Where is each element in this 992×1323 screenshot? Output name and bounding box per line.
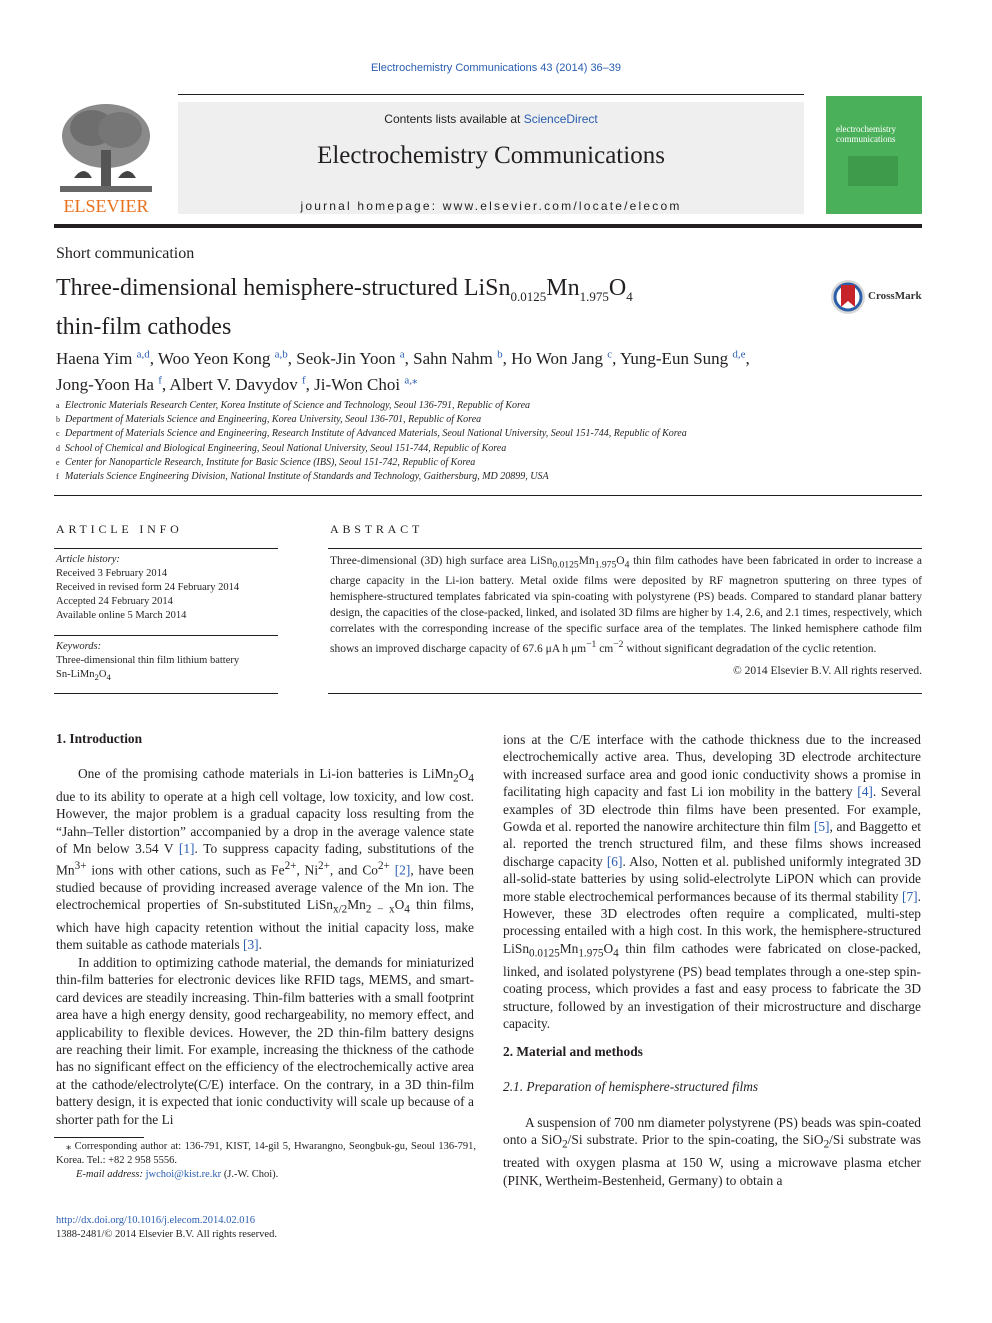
author: Ho Won Jang $^c$,: [511, 348, 620, 368]
abstract-rule: [328, 548, 922, 549]
journal-homepage-link[interactable]: journal homepage: www.elsevier.com/locate/elecom: [300, 199, 682, 213]
article-history: [56, 553, 278, 623]
contents-line: [178, 112, 804, 126]
contents-prefix: Contents lists available at: [384, 112, 524, 126]
affiliation: d School of Chemical and Biological Engineering, Seoul National University, Seoul 151-744, Republic of Korea: [56, 442, 507, 454]
affiliation: f Materials Science Engineering Division, National Institute of Standards and Technology, Gaithersburg, MD 20899, USA: [56, 471, 549, 483]
title-subscript: 4: [626, 288, 633, 304]
received-date: Received 3 February 2014: [56, 568, 168, 579]
section-heading-introduction: 1. Introduction: [56, 731, 143, 746]
paragraph: One of the promising cathode materials in Li-ion batteries is $LiMn_2O_4$ due to its ability to operate at a high cell voltage, low toxicity, and low cost. However, the major problem is a gradual capacity loss resulting from the “Jahn–Teller distortion” accompanied by a drop in the average valence state of Mn below 3.54 V [1]. To suppress capacity fading, substitutions of the $Mn^{3+}$ ions with other cations, such as $Fe^{2+}$, $Ni^{2+}$, and $Co^{2+}$ [2], have been studied because of providing increased average valence of the Mn ion. The electrochemical properties of Sn-substituted $LiSn_{x/2}Mn_{2 - x}O_4$ thin films, which have high capacity retention without the initial capacity loss, make them suitable as cathode materials [3].: [56, 766, 475, 953]
crossmark-icon: [830, 279, 866, 315]
elsevier-wordmark: ELSEVIER: [63, 196, 149, 216]
citation-link[interactable]: [7]: [902, 888, 918, 904]
journal-reference[interactable]: Electrochemistry Communications 43 (2014) 36–39: [370, 62, 622, 74]
article-type: Short communication: [56, 245, 195, 262]
info-rule: [54, 693, 278, 694]
email-link[interactable]: jwchoi@kist.re.kr: [145, 1169, 222, 1180]
cover-panel: [848, 156, 898, 186]
title-text: O: [608, 275, 627, 301]
affiliation: c Department of Materials Science and Engineering, Research Institute of Advanced Materials, Seoul National University, Seoul 151-744, Republic of Korea: [56, 428, 687, 440]
journal-title: Electrochemistry Communications: [317, 142, 665, 169]
keywords: [56, 640, 278, 684]
paragraph: A suspension of 700 nm diameter polystyrene (PS) beads was spin-coated onto a SiO$_2$/Si substrate. Prior to the spin-coating, the SiO$_2$/Si substrate was treated with oxygen plasma at 150 W, using a microwave plasma etcher (PINK, Wertheim-Bestenheid, Germany) to obtain a: [503, 1115, 921, 1188]
body-column-right: [503, 731, 921, 1033]
author: Albert V. Davydov $^f$,: [169, 374, 315, 395]
author: Woo Yeon Kong $^{a,b}$,: [157, 348, 297, 368]
body-column-right-continued: [503, 1114, 921, 1189]
journal-masthead: [178, 102, 804, 214]
author: Seok-Jin Yoon $^a$,: [296, 348, 414, 368]
citation-link[interactable]: [2]: [394, 862, 411, 878]
title-subscript: 1.975: [579, 288, 609, 304]
footnote-rule: [54, 1137, 144, 1138]
subsection-heading: 2.1. Preparation of hemisphere-structured films: [503, 1079, 759, 1094]
keywords-label: Keywords:: [56, 641, 102, 652]
sciencedirect-link[interactable]: ScienceDirect: [523, 112, 598, 126]
author: Jong-Yoon Ha $^f$,: [56, 374, 170, 395]
doi-link[interactable]: http://dx.doi.org/10.1016/j.elecom.2014.02.016: [56, 1215, 256, 1226]
affiliations: [56, 399, 916, 484]
info-rule: [54, 635, 278, 636]
keyword: $Sn-LiMn_2O_4$: [56, 669, 111, 683]
title-subscript: 0.0125: [510, 288, 547, 304]
info-rule: [54, 548, 278, 549]
author: Haena Yim $^{a,d}$,: [56, 348, 158, 368]
title-line-2: thin-film cathodes: [56, 313, 232, 340]
accepted-date: Accepted 24 February 2014: [56, 596, 173, 607]
revised-date: Received in revised form 24 February 2014: [56, 582, 240, 593]
affiliation: e Center for Nanoparticle Research, Institute for Basic Science (IBS), Seoul 151-742, Republic of Korea: [56, 456, 476, 468]
journal-cover-thumbnail: [826, 96, 922, 214]
affiliation: b Department of Materials Science and Engineering, Korea University, Seoul 136-701, Republic of Korea: [56, 414, 482, 426]
abstract-heading: ABSTRACT: [330, 522, 424, 536]
citation-link[interactable]: [4]: [857, 784, 873, 800]
abstract-rule: [328, 693, 922, 694]
title-text: Three-dimensional hemisphere-structured LiSn: [56, 275, 511, 301]
affiliation: a Electronic Materials Research Center, Korea Institute of Science and Technology, Seoul 136-791, Republic of Korea: [56, 400, 531, 411]
crossmark-label: CrossMark: [868, 290, 922, 302]
header-thick-rule: [54, 224, 922, 228]
author: Yung-Eun Sung $^{d,e}$,: [620, 348, 750, 368]
body-column-left: [56, 765, 474, 1128]
paragraph: In addition to optimizing cathode material, the demands for miniaturized thin-film batteries for electronic devices like RFID tags, MEMS, and smart-card devices are steadily increasing. Thin-film batteries with a small footprint area have a high energy density, good rechargeability, no memory effect, and applicability to flexible devices. However, the 2D thin-film battery designs are reaching their limit. For example, increasing the thickness of the cathode has no significant effect on the efficiency of the electrochemically active area at the cathode/electrolyte(C/E) interface. On the contrary, in a 3D thin-film battery design, it is expected that ionic conductivity will scale up because of a shorter path for the Li: [56, 954, 474, 1127]
cover-title: electrochemistry communications: [836, 124, 896, 144]
author: Sahn Nahm $^b$,: [413, 348, 512, 368]
abstract-text: Three-dimensional (3D) high surface area $LiSn_{0.0125}Mn_{1.975}O_4$ thin film cathodes have been fabricated in order to increase a charge capacity in the Li-ion battery. Metal oxide films were deposited by RF magnetron sputtering on three types of hemisphere-structured templates fabricated via spin-coating with polystyrene (PS) beads. Compared to standard planar battery design, the capacities of the close-packed, linked, and isolated 3D films are higher by 1.4, 2.6, and 2.1 times, respectively, which correlates with the corresponding increase of the specific surface area of the templates. The linked hemisphere cathode film shows an improved discharge capacity of 67.6 μA h $\mu m^{-1}$ $cm^{-2}$ without significant degradation of the cyclic retention.: [330, 555, 922, 656]
crossmark-badge[interactable]: [830, 279, 924, 315]
paragraph: ions at the C/E interface with the cathode thickness due to the increased electrochemically active area. Thus, developing 3D electrode architecture with increased surface area and good ionic conductivity shows a promise in facilitating high capacity and fast Li ion mobility in the battery [4]. Several examples of 3D electrode thin films have been presented. For example, Gowda et al. reported the nanowire architecture thin film [5], and Baggetto et al. reported the trench structured film, and these films shows increased discharge capacity [6]. Also, Notten et al. published uniformly integrated 3D all-solid-state batteries by using solid-electrolyte LiPON which can provide more stable electrochemical performances because of its thermal stability [7]. However, these 3D electrodes often require a complicated, multi-step processing entailed with a high cost. In this work, the hemisphere-structured $LiSn_{0.0125}Mn_{1.975}O_4$ thin film cathodes were fabricated on close-packed, linked, and isolated polystyrene (PS) bead templates through a one-step spin-coating process, which provides a fast and easy process to fabricate the 3D structure, followed by an investigation of their microstructure and discharge capacity.: [503, 732, 922, 1032]
corresponding-author-footnote: ⁎ Corresponding author at: 136-791, KIST, 14-gil 5, Hwarangno, Seongbuk-gu, Seoul 136-791, Korea. Tel.: +82 2 958 5556. E-mail address: jwchoi@kist.re.kr (J.-W. Choi).: [56, 1141, 476, 1180]
issn-line: 1388-2481/© 2014 Elsevier B.V. All rights reserved.: [56, 1229, 277, 1240]
citation-link[interactable]: [1]: [178, 841, 195, 857]
affiliation-rule: [54, 495, 922, 496]
elsevier-logo: [54, 98, 158, 216]
history-label: Article history:: [56, 554, 120, 565]
title-text: Mn: [546, 275, 580, 301]
keyword: Three-dimensional thin film lithium battery: [56, 655, 240, 666]
citation-link[interactable]: [3]: [243, 937, 259, 953]
article-title: [56, 273, 776, 342]
author: Ji-Won Choi $^{a,⁎}$: [314, 374, 418, 395]
author-list: [56, 343, 876, 396]
citation-link[interactable]: [5]: [813, 819, 830, 835]
header-rule: [178, 94, 804, 95]
online-date: Available online 5 March 2014: [56, 610, 187, 621]
article-info-heading: ARTICLE INFO: [56, 522, 183, 536]
abstract-copyright: © 2014 Elsevier B.V. All rights reserved.: [733, 665, 922, 677]
citation-link[interactable]: [6]: [606, 853, 623, 869]
section-heading-methods: 2. Material and methods: [503, 1044, 643, 1059]
